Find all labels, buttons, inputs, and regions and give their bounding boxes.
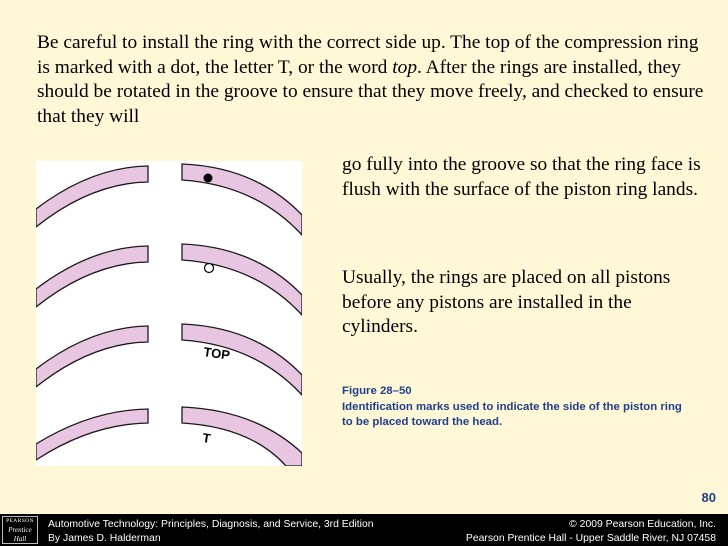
open-circle-mark-icon xyxy=(205,264,214,273)
paragraph-intro-text-a: Be careful to install the ring with the correct side up. The top of the compression ring is marked with a dot, the letter T, or the word xyxy=(37,32,699,78)
ring-segment-left-3 xyxy=(36,326,148,387)
ring-segment-left-2 xyxy=(36,246,148,307)
ring-segment-left-4 xyxy=(36,409,148,460)
paragraph-intro-text-b: . After the rings are installed, they should be rotated in the groove to ensure that they move freely, and checked to ensure that they will xyxy=(37,56,704,127)
logo-line-1: PEARSON xyxy=(6,518,34,524)
figure-caption-text: Identification marks used to indicate the side of the piston ring to be placed toward the head. xyxy=(342,400,682,428)
t-mark-label: T xyxy=(201,430,212,447)
figure-caption-title: Figure 28–50 xyxy=(342,385,412,397)
figure-caption xyxy=(342,384,682,431)
dot-mark-icon xyxy=(204,174,213,183)
paragraph-intro-italic: top xyxy=(392,56,418,78)
footer-author: By James D. Halderman xyxy=(48,533,161,544)
paragraph-usually: Usually, the rings are placed on all pistons before any pistons are installed in the cylinders. xyxy=(342,267,671,337)
ring-segment-right-4 xyxy=(182,407,302,466)
ring-figure xyxy=(36,161,302,466)
paragraph-intro xyxy=(37,31,709,129)
logo-line-3: Hall xyxy=(13,535,27,543)
ring-segment-left-1 xyxy=(36,166,148,227)
page-number: 80 xyxy=(701,490,716,505)
footer-publisher: Pearson Prentice Hall - Upper Saddle River, NJ 07458 xyxy=(465,533,716,544)
ring-illustration xyxy=(36,161,302,466)
footer-copyright: © 2009 Pearson Education, Inc. xyxy=(569,519,716,530)
footer-book-title: Automotive Technology: Principles, Diagnosis, and Service, 3rd Edition xyxy=(48,519,374,530)
paragraph-continued: go fully into the groove so that the ring face is flush with the surface of the piston ring lands. xyxy=(342,154,701,200)
logo-line-2: Prentice xyxy=(8,526,32,534)
ring-segment-right-1 xyxy=(182,164,302,235)
pearson-logo xyxy=(2,516,38,544)
ring-segment-right-3 xyxy=(182,324,302,395)
ring-segment-right-2 xyxy=(182,244,302,315)
top-mark-label: TOP xyxy=(202,344,231,363)
footer-bar xyxy=(0,514,728,546)
